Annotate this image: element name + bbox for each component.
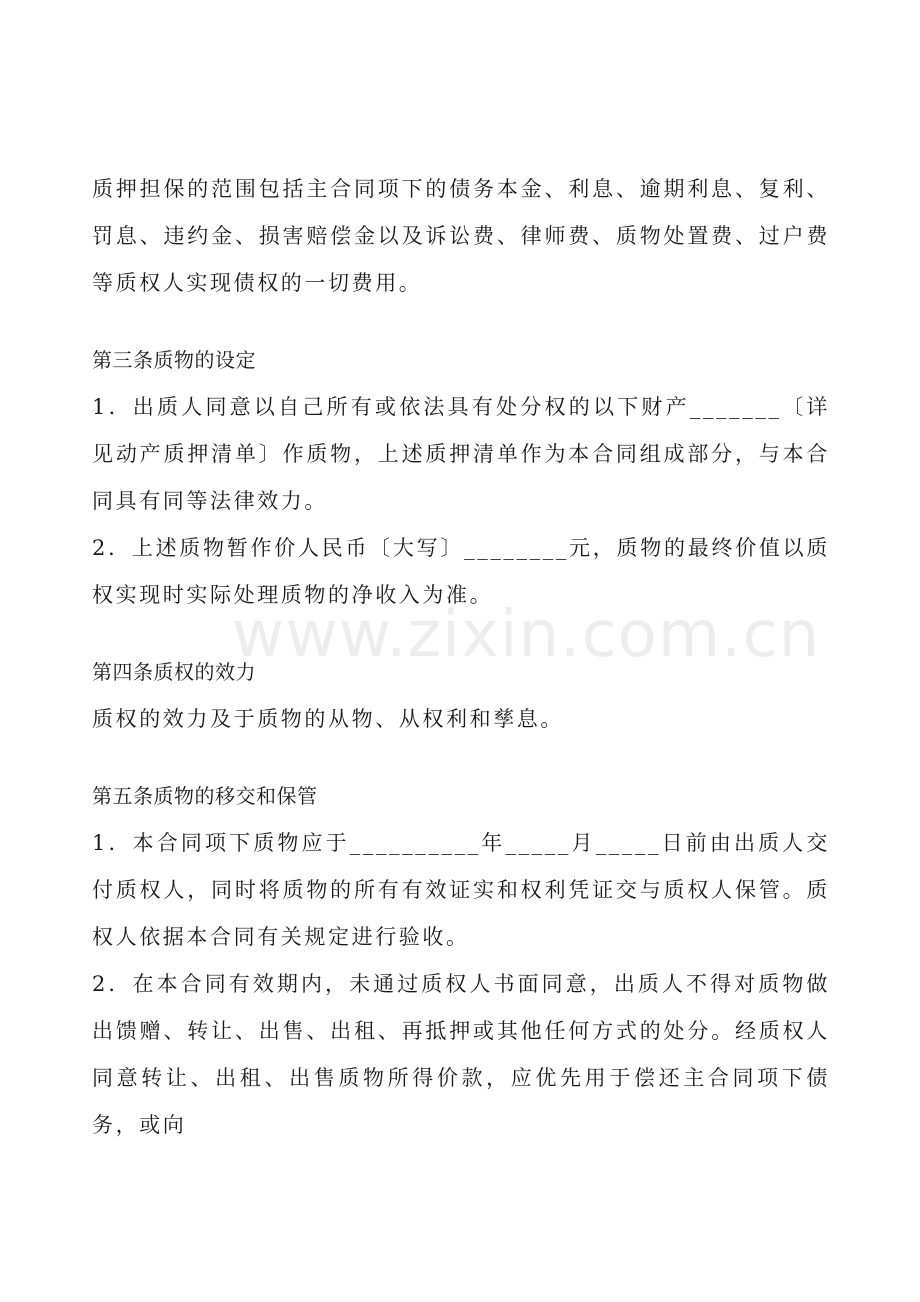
intro-paragraph: 质押担保的范围包括主合同项下的债务本金、利息、逾期利息、复利、罚息、违约金、损害赔偿金以及诉讼费、律师费、质物处置费、过户费等质权人实现债权的一切费用。 — [92, 177, 830, 295]
section-5-paragraph-1: 1．本合同项下质物应于__________年_____月_____日前由出质人交付质权人，同时将质物的所有有效证实和权利凭证交与质权人保管。质权人依据本合同有关规定进行验收。 — [92, 831, 830, 949]
section-3-paragraph-2: 2．上述质物暂作价人民币〔大写〕________元，质物的最终价值以质权实现时实际处理质物的净收入为准。 — [92, 536, 830, 607]
document-page — [92, 166, 830, 1149]
section-5-heading: 第五条质物的移交和保管 — [92, 784, 318, 808]
section-4-paragraph-1: 质权的效力及于质物的从物、从权利和孳息。 — [92, 707, 564, 731]
watermark-text: www.zixin.com.cn — [232, 598, 821, 672]
section-4-heading: 第四条质权的效力 — [92, 660, 256, 684]
section-3-paragraph-1: 1．出质人同意以自己所有或依法具有处分权的以下财产_______〔详见动产质押清单〕作质物，上述质押清单作为本合同组成部分，与本合同具有同等法律效力。 — [92, 395, 830, 513]
section-3-heading: 第三条质物的设定 — [92, 348, 256, 372]
section-5-paragraph-2: 2．在本合同有效期内，未通过质权人书面同意，出质人不得对质物做出馈赠、转让、出售、出租、再抵押或其他任何方式的处分。经质权人同意转让、出租、出售质物所得价款，应优先用于偿还主合同项下债务，或向 — [92, 972, 830, 1137]
